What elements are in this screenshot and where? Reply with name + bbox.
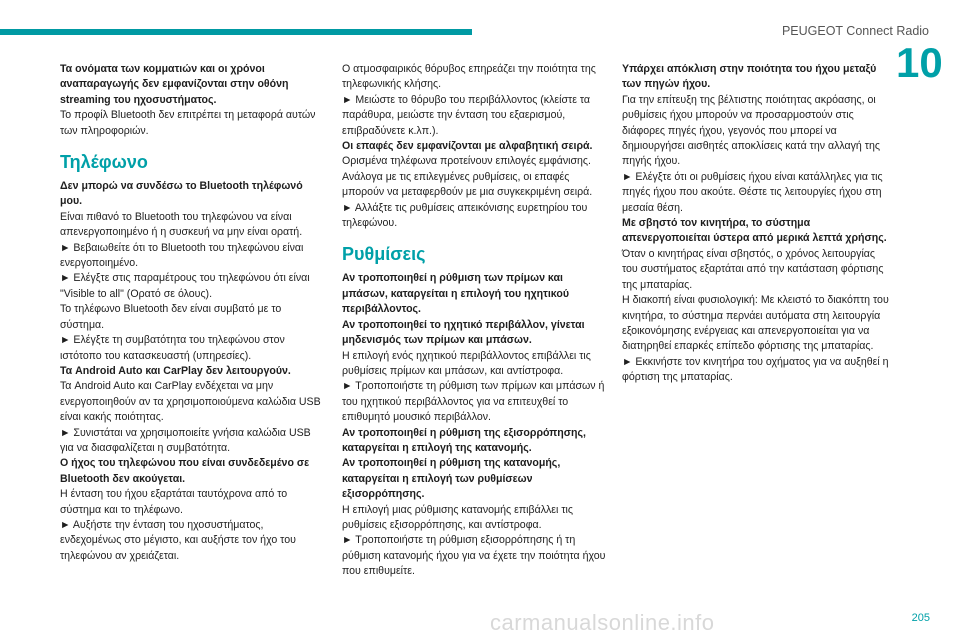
paragraph: Η επιλογή μιας ρύθμισης κατανομής επιβάλλει τις ρυθμίσεις εξισορρόπησης, και αντίστροφα. xyxy=(342,503,573,531)
problem-heading: Αν τροποποιηθεί το ηχητικό περιβάλλον, γίνεται μηδενισμός των πρίμων και μπάσων. xyxy=(342,318,585,347)
paragraph: Τα Android Auto και CarPlay ενδέχεται να μην ενεργοποιηθούν αν τα χρησιμοποιούμενα καλώδια USB είναι κακής ποιότητας. xyxy=(60,380,321,424)
watermark: carmanualsonline.info xyxy=(490,610,715,635)
paragraph: Για την επίτευξη της βέλτιστης ποιότητας ακρόασης, οι ρυθμίσεις ήχου μπορούν να προσαρμοστούν στις διάφορες πηγές ήχου, γεγονός που μπορεί να δημιουργήσει αισθητές αποκλίσεις κατά την αλλαγή της πηγής ήχου. xyxy=(622,93,880,168)
problem-heading: Τα ονόματα των κομματιών και οι χρόνοι αναπαραγωγής δεν εμφανίζονται στην οθόνη streaming του ηχοσυστήματος. xyxy=(60,63,289,106)
problem-heading: Αν τροποποιηθεί η ρύθμιση των πρίμων και μπάσων, καταργείται η επιλογή του ηχητικού περιβάλλοντος. xyxy=(342,272,569,316)
paragraph: Η επιλογή ενός ηχητικού περιβάλλοντος επιβάλλει τις ρυθμίσεις πρίμων και μπάσων, και αντίστροφα. xyxy=(342,349,591,377)
paragraph: Είναι πιθανό το Bluetooth του τηλεφώνου να είναι απενεργοποιημένο ή η συσκευή να μην είναι ορατή. xyxy=(60,210,303,239)
problem-heading: Ο ήχος του τηλεφώνου που είναι συνδεδεμένο σε Bluetooth δεν ακούγεται. xyxy=(60,457,310,485)
chapter-number: 10 xyxy=(896,39,943,86)
paragraph: Όταν ο κινητήρας είναι σβηστός, ο χρόνος λειτουργίας του συστήματος εξαρτάται από την κατάσταση φόρτισης της μπαταρίας. xyxy=(622,247,884,291)
paragraph: Ο ατμοσφαιρικός θόρυβος επηρεάζει την ποιότητα της τηλεφωνικής κλήσης. xyxy=(342,63,596,91)
page-number: 205 xyxy=(911,612,930,624)
running-header-title: PEUGEOT Connect Radio xyxy=(781,24,929,38)
paragraph: ► Μειώστε το θόρυβο του περιβάλλοντος (κλείστε τα παράθυρα, μειώστε την ένταση του εξαερισμού, επιβραδύνετε κ.λπ.). xyxy=(342,93,591,137)
paragraph: ► Τροποποιήστε τη ρύθμιση εξισορρόπησης ή τη ρύθμιση κατανομής ήχου για να έχετε την ποιότητα ήχου που επιθυμείτε. xyxy=(342,534,606,578)
text-column-3 xyxy=(622,62,890,386)
text-column-2 xyxy=(342,62,610,580)
paragraph: ► Αλλάξτε τις ρυθμίσεις απεικόνισης ευρετηρίου του τηλεφώνου. xyxy=(342,201,588,230)
paragraph: Η διακοπή είναι φυσιολογική: Με κλειστό το διακόπτη του κινητήρα, το σύστημα περνάει αυτόματα στη λειτουργία εξοικονόμησης ενέργειας και απενεργοποιείται για να διατηρηθεί επαρκές επίπεδο φόρτισης της μπαταρίας. xyxy=(622,294,889,353)
problem-heading: Δεν μπορώ να συνδέσω το Bluetooth τηλέφωνό μου. xyxy=(60,180,303,208)
problem-heading: Τα Android Auto και CarPlay δεν λειτουργούν. xyxy=(60,364,291,377)
paragraph: Ορισμένα τηλέφωνα προτείνουν επιλογές εμφάνισης. Ανάλογα με τις επιλεγμένες ρυθμίσεις, οι επαφές μπορούν να μεταφερθούν με μια συγκεκριμένη σειρά. xyxy=(342,155,593,199)
problem-heading: Με σβηστό τον κινητήρα, το σύστημα απενεργοποιείται ύστερα από μερικά λεπτά χρήσης. xyxy=(622,217,887,245)
problem-heading: Οι επαφές δεν εμφανίζονται με αλφαβητική σειρά. xyxy=(342,140,593,153)
section-heading: Τηλέφωνο xyxy=(60,152,148,173)
text-column-1 xyxy=(60,62,325,564)
paragraph: Το τηλέφωνο Bluetooth δεν είναι συμβατό με το σύστημα. xyxy=(60,303,282,331)
problem-heading: Αν τροποποιηθεί η ρύθμιση της εξισορρόπησης, καταργείται η επιλογή της κατανομής. xyxy=(342,426,586,454)
paragraph: Η ένταση του ήχου εξαρτάται ταυτόχρονα από το σύστημα και το τηλέφωνο. xyxy=(60,488,288,516)
paragraph: ► Εκκινήστε τον κινητήρα του οχήματος για να αυξηθεί η φόρτιση της μπαταρίας. xyxy=(622,355,889,384)
paragraph: ► Βεβαιωθείτε ότι το Bluetooth του τηλεφώνου είναι ενεργοποιημένο. xyxy=(60,241,304,270)
problem-heading: Αν τροποποιηθεί η ρύθμιση της κατανομής, καταργείται η επιλογή των ρυθμίσεων εξισορρόπησης. xyxy=(342,457,561,501)
paragraph: ► Συνιστάται να χρησιμοποιείτε γνήσια καλώδια USB για να διασφαλίζεται η συμβατότητα. xyxy=(60,426,311,454)
paragraph: ► Ελέγξτε ότι οι ρυθμίσεις ήχου είναι κατάλληλες για τις πηγές ήχου που ακούτε. Θέστε τις λειτουργίες ήχου στη μεσαία θέση. xyxy=(622,170,883,214)
paragraph: Το προφίλ Bluetooth δεν επιτρέπει τη μεταφορά αυτών των πληροφοριών. xyxy=(60,109,316,137)
paragraph: ► Ελέγξτε τη συμβατότητα του τηλεφώνου στον ιστότοπο του κατασκευαστή (υπηρεσίες). xyxy=(60,334,285,362)
paragraph: ► Αυξήστε την ένταση του ηχοσυστήματος, ενδεχομένως στο μέγιστο, και αυξήστε τον ήχο του τηλεφώνου αν χρειάζεται. xyxy=(60,518,296,562)
header-accent-bar xyxy=(0,29,472,35)
paragraph: ► Τροποποιήστε τη ρύθμιση των πρίμων και μπάσων ή του ηχητικού περιβάλλοντος για να επιτευχθεί το επιθυμητό μουσικό περιβάλλον. xyxy=(342,380,605,424)
problem-heading: Υπάρχει απόκλιση στην ποιότητα του ήχου μεταξύ των πηγών ήχου. xyxy=(622,63,877,91)
section-heading: Ρυθμίσεις xyxy=(342,244,426,265)
paragraph: ► Ελέγξτε στις παραμέτρους του τηλεφώνου ότι είναι "Visible to all" (Ορατό σε όλους). xyxy=(60,272,310,300)
